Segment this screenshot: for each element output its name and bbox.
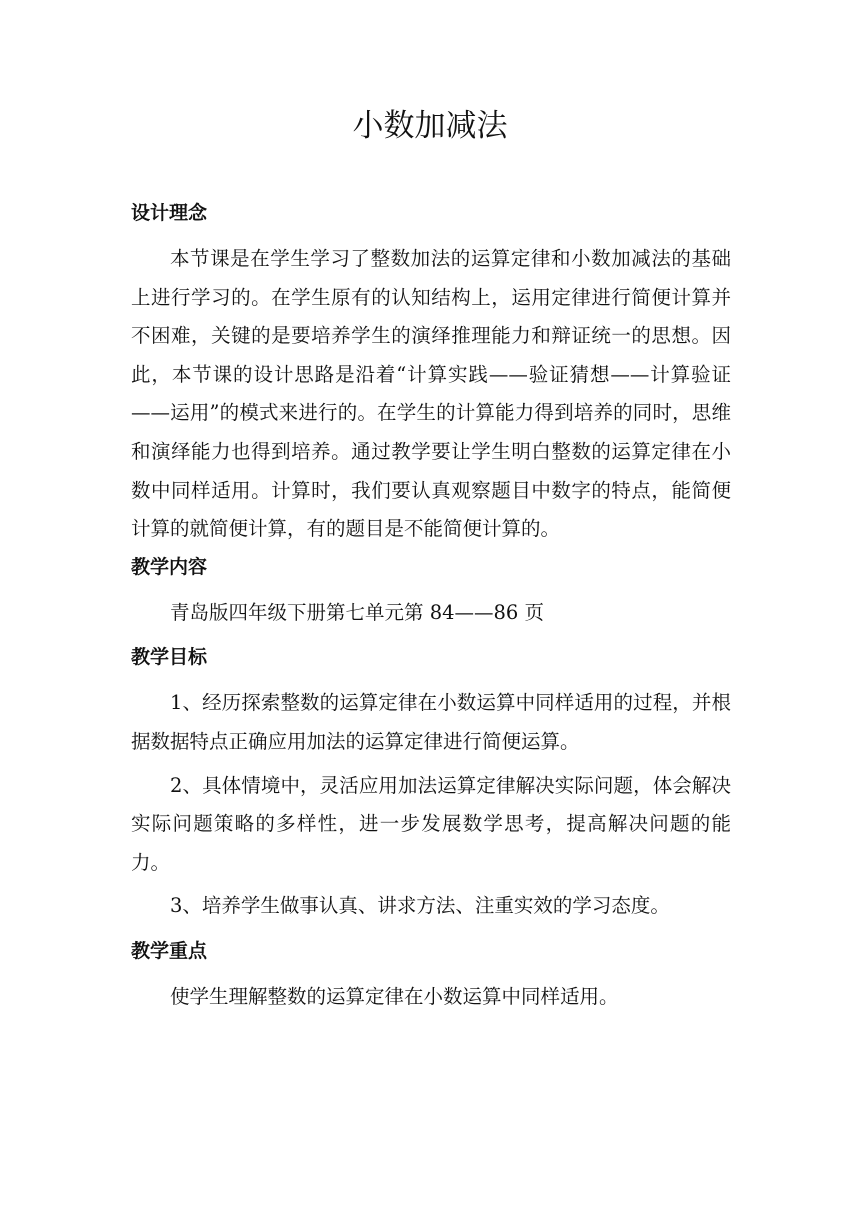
- section-heading-goals: 教学目标: [131, 646, 208, 669]
- content-paragraph: 青岛版四年级下册第七单元第 84——86 页: [170, 600, 545, 624]
- goal-item-2: 2、具体情境中，灵活应用加法运算定律解决实际问题，体会解决实际问题策略的多样性，进一步发展数学思考，提高解决问题的能力。: [131, 773, 731, 874]
- document-title: 小数加减法: [352, 108, 508, 144]
- goal-item-3: 3、培养学生做事认真、讲求方法、注重实效的学习态度。: [170, 894, 670, 918]
- section-content: [131, 554, 731, 633]
- section-heading-design: 设计理念: [131, 202, 208, 224]
- section-goals: [131, 644, 731, 926]
- section-heading-focus: 教学重点: [131, 939, 208, 962]
- goal-item-1: 1、经历探索整数的运算定律在小数运算中同样适用的过程，并根据数据特点正确应用加法的运算定律进行简便运算。: [131, 691, 731, 753]
- design-paragraph: 本节课是在学生学习了整数加法的运算定律和小数加减法的基础上进行学习的。在学生原有的认知结构上，运用定律进行简便计算并不困难，关键的是要培养学生的演绎推理能力和辩证统一的思想。因此，本节课的设计思路是沿着“计算实践——验证猜想——计算验证——运用”的模式来进行的。在学生的计算能力得到培养的同时，思维和演绎能力也得到培养。通过教学要让学生明白整数的运算定律在小数中同样适用。计算时，我们要认真观察题目中数字的特点，能简便计算的就简便计算，有的题目是不能简便计算的。: [131, 247, 731, 541]
- document-body: [131, 200, 731, 1022]
- focus-paragraph: 使学生理解整数的运算定律在小数运算中同样适用。: [170, 984, 619, 1008]
- section-design: [131, 200, 731, 549]
- section-heading-content: 教学内容: [131, 555, 208, 578]
- section-focus: [131, 938, 731, 1017]
